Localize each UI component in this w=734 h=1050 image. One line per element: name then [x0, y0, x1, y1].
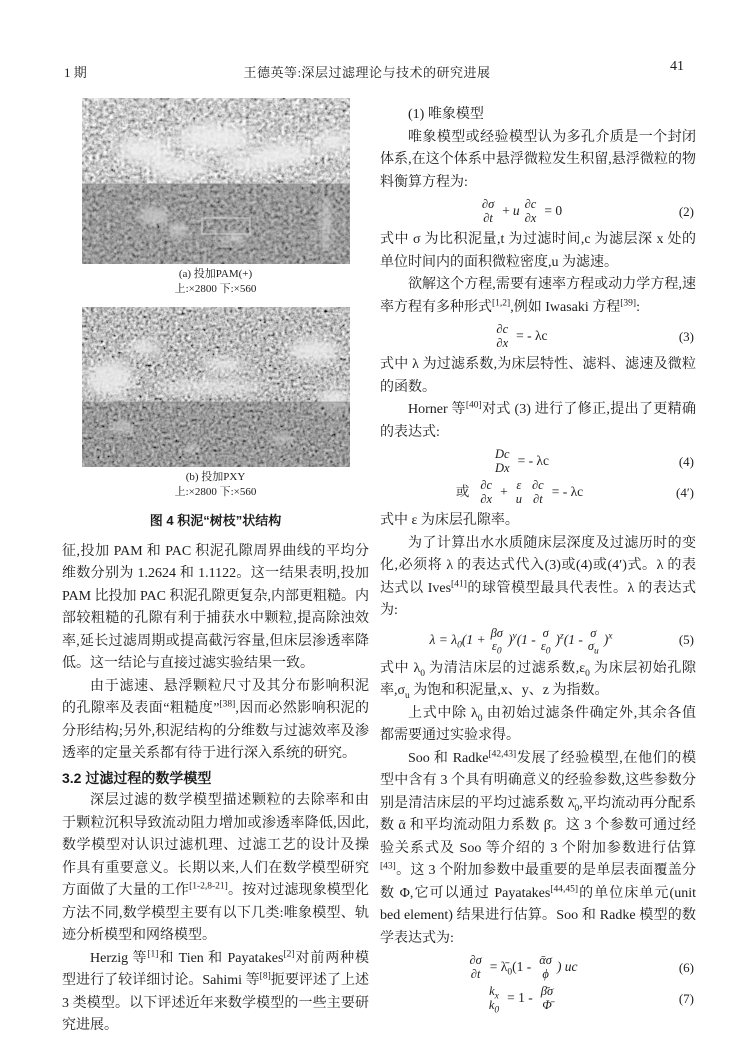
velocity-symbol: u: [512, 203, 520, 219]
equation-number: (6): [678, 959, 694, 975]
plus-operator: +: [502, 203, 510, 219]
fraction: β̄σ Φ̄: [540, 984, 554, 1012]
right-column: [380, 104, 696, 1016]
paragraph-model-reviews: Herzig 等[1]和 Tien 和 Payatakes[2]对前两种模型进行了较详细讨论。Sahimi 等[8]扼要评述了上述 3 类模型。以下评述近年来数学模型的一些主要研究进展。: [62, 948, 370, 1033]
fraction: ∂σ ∂t: [469, 953, 482, 981]
equation-4-prime: [380, 479, 696, 506]
figure-caption-b: [62, 470, 369, 500]
paragraph-model-intro: 深层过滤的数学模型描述颗粒的去除率和由于颗粒沉积导致流动阻力增加或渗透率降低,因此,数学模型对认识过滤机理、过滤工艺的设计及操作具有重要意义。长期以来,人们在数学模型研究方面做了大量的工作[1-2,8-21]。按对过滤现象模型化方法不同,数学模型主要有以下几类:唯象模型、轨迹分析模型和网络模型。: [62, 793, 370, 943]
fraction: ∂c ∂t: [531, 478, 544, 506]
caption-a-scale: 上:×2800 下:×560: [174, 283, 257, 295]
running-title: 王德英等:深层过滤理论与技术的研究进展: [243, 65, 491, 80]
plus-operator: +: [500, 484, 508, 500]
figure-title: 图 4 积泥“树枝”状结构: [149, 513, 282, 528]
equation-7: [380, 984, 696, 1015]
journal-issue: 1 期: [64, 65, 87, 80]
or-word: 或: [455, 484, 470, 500]
equation-mid: = 1 -: [507, 990, 533, 1006]
equation-lhs: $\lambda = \lambda_0(1$ +: [429, 631, 486, 651]
paragraph-symbols-eq2: 式中 σ 为比积泥量,t 为过滤时间,c 为滤层深 x 处的单位时间内的面积微粒密度,u 为滤速。: [380, 232, 696, 270]
equation-6: [380, 954, 696, 981]
equation-5: [380, 625, 696, 657]
fraction: ∂σ ∂t: [481, 197, 495, 225]
paragraph-symbols-eq3: 式中 λ 为过滤系数,为床层特性、滤料、滤速及微粒的函数。: [380, 357, 696, 395]
equation-rhs: = - λc: [551, 484, 584, 500]
micrograph-a-image: [82, 98, 350, 264]
equation-3: [380, 323, 696, 350]
fraction: ∂c ∂x: [496, 322, 509, 350]
equation-rhs: = - λc: [517, 453, 549, 469]
fraction: Dc Dx: [495, 447, 510, 475]
equation-rhs: ) uc: [556, 959, 578, 975]
paragraph-fractal-result: 征,投加 PAM 和 PAC 积泥孔隙周界曲线的平均分维数分别为 1.2624 和 1.1122。这一结果表明,投加 PAM 比投加 PAC 积泥孔隙更复杂,内部更粗糙。内部较粗糙的孔隙有利于捕获水中颗粒,提高除浊效率,延长过滤周期或提高截污容量,但床层渗透率降低。这一结论与直接过滤实验结果一致。: [62, 543, 370, 671]
micrograph-b-image: [82, 307, 350, 467]
paragraph-horner: Horner 等[40]对式 (3) 进行了修正,提出了更精确的表达式:: [380, 400, 696, 440]
paragraph-ives-model: 为了计算出水水质随床层深度及过滤历时的变化,必须将 λ 的表达式代入(3)或(4)或(4′)式。λ 的表达式以 Ives[41]的球管模型最具代表性。λ 的表达式为:: [380, 535, 696, 618]
fraction: ᾱσ ϕ: [539, 953, 552, 981]
equation-rhs: )$^x$: [603, 631, 613, 647]
left-column: [62, 98, 369, 1038]
equation-number: (4′): [675, 484, 694, 500]
paragraph-mass-balance: 唯象模型或经验模型认为多孔介质是一个封闭体系,在这个体系中悬浮微粒发生积留,悬浮微粒的物料衡算方程为:: [380, 129, 696, 190]
page-number: 41: [670, 59, 684, 74]
caption-b-label: (b) 投加PXY: [185, 471, 246, 483]
equation-4: [380, 448, 696, 475]
fraction: $k_x$ $k_0$: [488, 984, 500, 1015]
equation-number: (7): [678, 990, 694, 1006]
paragraph-roughness: 由于滤速、悬浮颗粒尺寸及其分布影响积泥的孔隙率及表面“粗糙度”[38],因而必然影响积泥的分形结构;另外,积泥结构的分维数与过滤效率及渗透率的定量关系都有待于进行深入系统的研究。: [62, 678, 369, 761]
fraction: ∂c ∂x: [480, 478, 493, 506]
fraction: σ $\sigma_u$: [587, 625, 599, 657]
equation-number: (3): [678, 328, 694, 344]
fraction: ε u: [515, 478, 522, 506]
equation-rhs: = - λc: [516, 328, 548, 344]
equation-mid: = $\lambdā_0(1$ -: [489, 959, 532, 978]
paragraph-rate-equation: 欲解这个方程,需要有速率方程或动力学方程,速率方程有多种形式[1,2],例如 Iwasaki 方程[39]:: [380, 277, 696, 315]
fraction: σ $\varepsilon_0$: [540, 625, 551, 657]
paragraph-symbols-eq4: 式中 ε 为床层孔隙率。: [380, 513, 519, 528]
equation-number: (5): [678, 631, 694, 647]
paragraph-soo-radke: Soo 和 Radke[42,43]发展了经验模型,在他们的模型中含有 3 个具有明确意义的经验参数,这些参数分别是清洁床层的平均过滤系数 $\lambdā_0$,平均流动再分配系数 ᾱ 和平均流动阻力系数 β̄。这 3 个参数可通过经验关系式及 Soo 等介绍的 3 个附加参数进行估算[43]。这 3 个附加参数中最重要的是单层表面覆盖分数 Φ,它可以通过 Payatakes[44,45]的单位床单元(unit bed element) 结果进行估算。Soo 和 Radke 模型的数学表达式为:: [380, 748, 697, 946]
figure-caption-a: [62, 267, 369, 297]
equation-mid: )$^z$(1 -: [555, 631, 583, 647]
caption-a-label: (a) 投加PAM(+): [178, 268, 253, 280]
equation-rhs: = 0: [544, 203, 563, 219]
fraction: ∂c ∂x: [524, 197, 537, 225]
page-header: [0, 59, 734, 82]
fraction: βσ $\varepsilon_0$: [490, 625, 503, 657]
figure-4: [62, 98, 369, 533]
paragraph-experimental-values: 上式中除 $\lambda_0$ 由初始过滤条件确定外,其余各值都需要通过实验求得。: [380, 705, 696, 743]
equation-number: (2): [678, 203, 694, 219]
subsection-heading-phenomenological: (1) 唯象模型: [408, 107, 484, 122]
paragraph-symbols-eq5: 式中 $\lambda_0$ 为清洁床层的过滤系数$,\varepsilon_0$ 为床层初始孔隙率$,\sigma_u$ 为饱和积泥量,x、y、z 为指数。: [380, 660, 696, 701]
equation-number: (4): [678, 453, 694, 469]
equation-mid: )$^y$(1 -: [507, 631, 536, 647]
equation-2: [380, 198, 696, 225]
section-heading-3-2: 3.2 过滤过程的数学模型: [62, 769, 212, 786]
caption-b-scale: 上:×2800 下:×560: [174, 486, 257, 498]
